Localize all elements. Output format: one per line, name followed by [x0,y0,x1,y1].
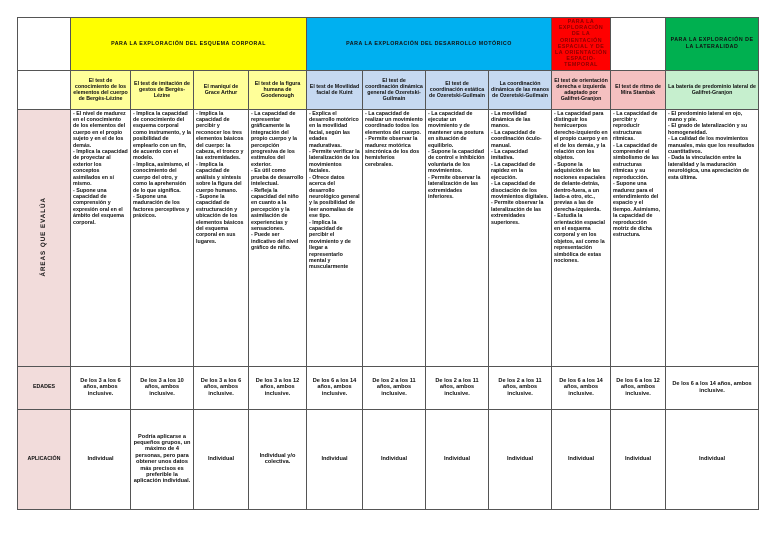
areas-line: - El nivel de madurez en el conocimiento de los elementos del cuerpo en el propio sujeto y en el de los demás. [73,110,126,149]
areas-line: - Permite observar la lateralización de las extremidades superiores. [491,200,544,226]
areas-line: - La capacidad para distinguir los hemicuerpos derecho-izquierdo en el propio cuerpo y en el de los demás, y la relación con los objetos. [554,110,608,162]
edades-cell-7: De los 2 a los 11 años, ambos inclusive. [426,366,489,409]
areas-line: - Supone una madurez para el entendimiento del espacio y el tiempo. Asimismo, la capacidad de reproducción motriz de dicha estructura. [613,181,660,239]
test-name-3: El maniquí de Grace Arthur [194,70,249,109]
section-orientacion-espacial: PARA LA EXPLORACIÓN DE LA ORIENTACIÓN ESPACIAL Y DE LA ORIENTACIÓN ESPACIO-TEMPORAL [552,18,611,71]
test-name-7: El test de coordinación estática de Ozeretski-Guilmain [426,70,489,109]
areas-line: - Estudia la orientación espacial en el esquema corporal y en los objetos, así como la representación simbólica de estas nociones. [554,213,605,264]
areas-line: - Permite observar la madurez motórica sincrónica de los dos hemisferios cerebrales. [365,136,420,168]
aplicacion-cell-8: Individual [489,409,552,509]
aplicacion-cell-4: Individual y/o colectiva. [249,409,307,509]
aplicacion-cell-11: Individual [666,409,759,509]
areas-cell-10 [611,109,666,366]
areas-line: - La capacidad de realizar un movimiento coordinado todos los elementos del cuerpo. [365,110,423,136]
areas-cell-9 [552,109,611,366]
areas-line: - El predominio lateral en ojo, mano y pie. [668,110,743,124]
areas-line: - Explica el desarrollo motórico en la movilidad facial, según las edades madurativas. [309,110,359,149]
areas-line: - Implica, asimismo, el conocimiento del cuerpo del otro, y como la aprehensión de lo que significa. [133,161,190,194]
areas-line: - La capacidad de ejecutar un movimiento y de mantener una postura en situación de equilibrio. [428,110,484,149]
aplicacion-cell-7: Individual [426,409,489,509]
aplicacion-label: APLICACIÓN [18,409,71,509]
areas-line: - Permite observar la lateralización de las extremidades inferiores. [428,174,481,200]
areas-line: - Implica la capacidad de conocimiento del esquema corporal como instrumento, y la posibilidad de emplearlo con un fin, de acuerdo con el modelo. [133,110,191,162]
section-lateralidad: PARA LA EXPLORACIÓN DE LA LATERALIDAD [666,18,759,71]
test-name-6: El test de coordinación dinámica general de Ozeretski-Guilmain [363,70,426,109]
test-name-10: El test de ritmo de Mira Stambak [611,70,666,109]
edades-cell-3: De los 3 a los 6 años, ambos inclusive. [194,366,249,409]
edades-cell-11: De los 6 a los 14 años, ambos inclusive. [666,366,759,409]
areas-line: - Ofrece datos acerca del desarrollo neurológico general y la posibilidad de leer anomalías de ese tipo. [309,174,360,220]
blank-section-cell [611,18,666,71]
areas-cell-6 [363,109,426,366]
test-name-2: El test de imitación de gestos de Bergès-Lézine [131,70,194,109]
areas-line: - Implica la capacidad de percibir el movimiento y de llegar a representarlo mental y muscularmente [309,219,351,271]
aplicacion-row [18,409,759,509]
areas-line: - Supone la capacidad de estructuración y ubicación de los elementos básicos del esquema corporal en sus lugares. [196,193,244,245]
areas-line: - La capacidad de comprender el simbolismo de las estructuras rítmicas y su reproducción. [613,142,659,181]
edades-cell-8: De los 2 a los 11 años, ambos inclusive. [489,366,552,409]
aplicacion-cell-5: Individual [307,409,363,509]
edades-cell-1: De los 3 a los 6 años, ambos inclusive. [71,366,131,409]
edades-row [18,366,759,409]
test-name-5: El test de Movilidad facial de Kuint [307,70,363,109]
areas-line: - Implica la capacidad de análisis y síntesis sobre la figura del cuerpo humano. [196,161,242,194]
aplicacion-cell-1: Individual [71,409,131,509]
areas-line: - Permite verificar la lateralización de los movimientos faciales. [309,149,360,175]
aplicacion-cell-6: Individual [363,409,426,509]
areas-cell-8 [489,109,552,366]
corner-cell [18,18,71,71]
section-desarrollo-motorico: PARA LA EXPLORACIÓN DEL DESARROLLO MOTÓRICO [307,18,552,71]
areas-line: - Supone la adquisición de las nociones espaciales de delante-detrás, dentro-fuera, a un lado-a otro, etc., previas a las de derecha-izquierda. [554,161,606,213]
test-name-9: El test de orientación derecha e izquierda adaptado por Galifret-Granjon [552,70,611,109]
areas-line: - Refleja la capacidad del niño en cuanto a la percepción y la asimilación de experiencias y sensaciones. [251,187,299,232]
areas-cell-7 [426,109,489,366]
areas-line: - La capacidad de representar gráficamente la integración del propio cuerpo y la percepción progresiva de los estímulos del exterior. [251,110,297,168]
areas-line: - Supone una capacidad de comprensión y expresión oral en el ámbito del esquema corporal. [73,187,124,226]
areas-line: - La capacidad de percibir y reproducir estructuras rítmicas. [613,110,658,143]
areas-line: - Es útil como prueba de desarrollo intelectual. [251,168,304,188]
aplicacion-cell-3: Individual [194,409,249,509]
areas-label: ÁREAS QUE EVALÚA [39,196,47,277]
edades-cell-10: De los 6 a los 12 años, ambos inclusive. [611,366,666,409]
edades-cell-5: De los 6 a los 14 años, ambos inclusive. [307,366,363,409]
exploration-table [17,17,759,510]
areas-cell-1 [71,109,131,366]
areas-line: - La movilidad dinámica de las manos. [491,110,531,130]
areas-row [18,109,759,366]
areas-cell-11 [666,109,759,366]
edades-cell-2: De los 3 a los 10 años, ambos inclusive. [131,366,194,409]
section-header-row [18,18,759,71]
areas-line: - La capacidad de rapidez en la ejecución. [491,161,536,181]
aplicacion-cell-10: Individual [611,409,666,509]
areas-line: - La capacidad imitativa. [491,149,528,162]
test-names-row [18,70,759,109]
corner-cell-2 [18,70,71,109]
areas-line: - Dada la vinculación entre la lateralidad y la maduración neurológica, una apreciación de esta última. [668,155,749,181]
test-name-11: La batería de predominio lateral de Galifret-Granjon [666,70,759,109]
areas-label-cell [18,109,71,366]
areas-cell-4 [249,109,307,366]
areas-line: - Implica la capacidad de proyectar al exterior los conceptos asimilados en sí mismo. [73,149,128,188]
areas-line: - La capacidad de coordinación óculo-manual. [491,129,542,149]
areas-cell-3 [194,109,249,366]
test-name-8: La coordinación dinámica de las manos de Ozeretski-Guilmain [489,70,552,109]
areas-line: - Supone la capacidad de control e inhibición voluntaria de los movimientos. [428,149,485,175]
areas-line: - El grado de lateralización y su homogeneidad. [668,123,748,136]
areas-line: - Puede ser indicativo del nivel gráfico de niño. [251,232,299,252]
aplicacion-cell-9: Individual [552,409,611,509]
edades-label: EDADES [18,366,71,409]
edades-cell-9: De los 6 a los 14 años, ambos inclusive. [552,366,611,409]
areas-cell-5 [307,109,363,366]
section-esquema-corporal: PARA LA EXPLORACIÓN DEL ESQUEMA CORPORAL [71,18,307,71]
edades-cell-4: De los 3 a los 12 años, ambos inclusive. [249,366,307,409]
edades-cell-6: De los 2 a los 11 años, ambos inclusive. [363,366,426,409]
test-name-1: El test de conocimiento de los elementos del cuerpo de Bergès-Lézine [71,70,131,109]
test-name-4: El test de la figura humana de Goodenough [249,70,307,109]
areas-line: - Implica la capacidad de percibir y reconocer los tres elementos básicos del cuerpo: la cabeza, el tronco y las extremidades. [196,110,244,162]
areas-line: - Supone una maduración de los factores perceptivos y práxicos. [133,193,190,220]
areas-line: - La calidad de los movimientos manuales, más que los resultados cuantitativos. [668,136,755,156]
areas-cell-2 [131,109,194,366]
aplicacion-cell-2: Podría aplicarse a pequeños grupos, un máximo de 4 personas, pero para obtener unos datos más precisos es preferible la aplicación individual. [131,409,194,509]
areas-line: - La capacidad de disociación de los movimientos digitales. [491,181,549,200]
